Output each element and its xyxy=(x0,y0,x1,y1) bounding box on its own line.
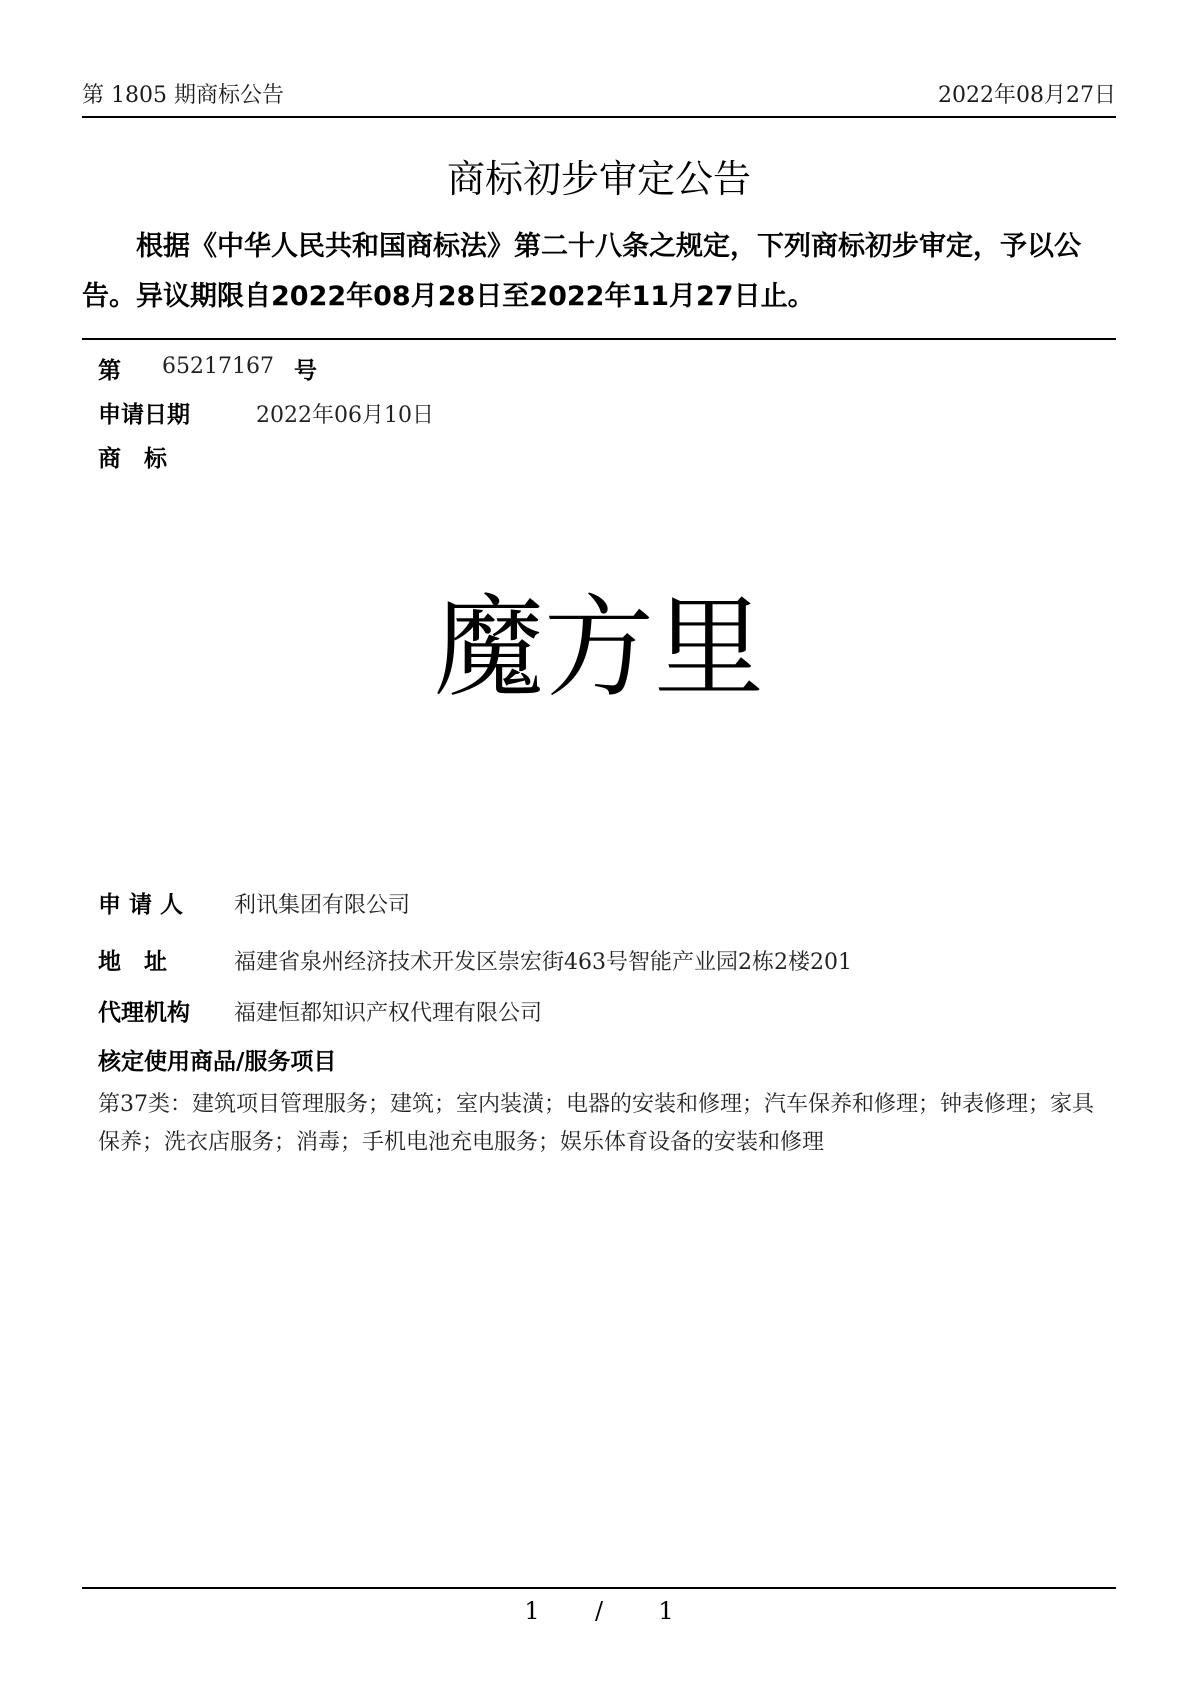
address-value: 福建省泉州经济技术开发区崇宏街463号智能产业园2栋2楼201 xyxy=(234,950,852,975)
address-label: 地 址 xyxy=(98,949,167,975)
page-current: 1 xyxy=(524,1597,540,1625)
trademark-text: 魔方里 xyxy=(434,584,764,712)
registration-number: 65217167 xyxy=(162,354,274,379)
agent-value: 福建恒都知识产权代理有限公司 xyxy=(234,1001,543,1026)
applicant-value: 利讯集团有限公司 xyxy=(234,893,411,918)
footer-divider xyxy=(82,1587,1116,1589)
number-suffix: 号 xyxy=(294,358,317,384)
mark-label: 商 标 xyxy=(98,446,167,472)
issue-date: 2022年08月27日 xyxy=(938,83,1116,108)
number-prefix: 第 xyxy=(98,358,121,384)
page-total: 1 xyxy=(658,1597,674,1625)
applicant-label: 申 请 人 xyxy=(98,892,184,918)
page-indicator xyxy=(82,1597,1116,1625)
agent-label: 代理机构 xyxy=(98,1000,190,1026)
intro-divider xyxy=(82,338,1116,340)
app-date-label: 申请日期 xyxy=(98,402,190,428)
header-divider xyxy=(82,116,1116,118)
issue-number: 第 1805 期商标公告 xyxy=(82,83,284,108)
goods-label: 核定使用商品/服务项目 xyxy=(98,1049,337,1075)
page-title: 商标初步审定公告 xyxy=(446,157,751,201)
goods-list: 第37类：建筑项目管理服务；建筑；室内装潢；电器的安装和修理；汽车保养和修理；钟表修理；家具保养；洗衣店服务；消毒；手机电池充电服务；娱乐体育设备的安装和修理 xyxy=(98,1092,1094,1155)
intro-paragraph: 根据《中华人民共和国商标法》第二十八条之规定，下列商标初步审定，予以公告。异议期限自2022年08月28日至2022年11月27日止。 xyxy=(82,231,1081,312)
app-date-value: 2022年06月10日 xyxy=(256,403,434,428)
page-separator: / xyxy=(594,1597,604,1625)
